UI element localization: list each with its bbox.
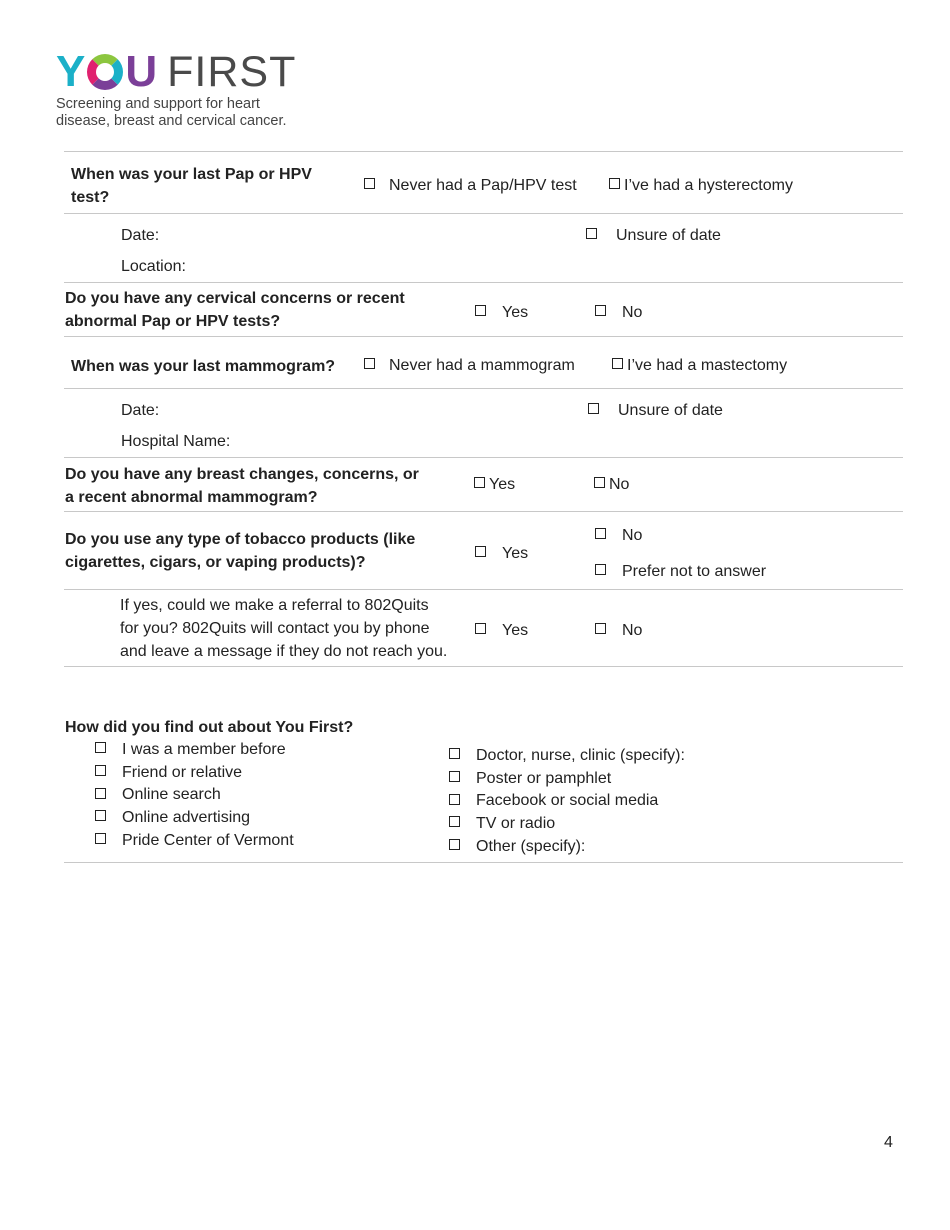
source-option-label: Facebook or social media xyxy=(476,792,659,810)
divider xyxy=(64,589,903,590)
pap-question xyxy=(71,163,312,209)
source-option[interactable] xyxy=(95,784,294,807)
pap-unsure-label: Unsure of date xyxy=(616,227,721,244)
divider xyxy=(64,511,903,512)
checkbox-square[interactable] xyxy=(475,305,486,316)
pap-question-line2: test? xyxy=(71,189,110,206)
mammogram-mastectomy-label: I’ve had a mastectomy xyxy=(627,357,788,374)
breast-yes-checkbox[interactable] xyxy=(474,474,515,496)
checkbox-square[interactable] xyxy=(95,810,106,821)
checkbox-square[interactable] xyxy=(364,358,375,369)
source-option-label: Online search xyxy=(122,786,221,804)
tobacco-yes-checkbox[interactable] xyxy=(475,543,528,565)
divider xyxy=(64,862,903,863)
cervical-yes-checkbox[interactable] xyxy=(475,302,528,324)
divider xyxy=(64,388,903,389)
tobacco-no-checkbox[interactable] xyxy=(595,525,642,547)
logo-letter-o-ring xyxy=(87,54,123,90)
referral-line1: If yes, could we make a referral to 802Quits xyxy=(120,597,429,614)
source-option-label: Online advertising xyxy=(122,809,251,827)
source-option-label: I was a member before xyxy=(122,741,286,758)
logo-tagline-line2: disease, breast and cervical cancer. xyxy=(56,113,287,129)
checkbox-square[interactable] xyxy=(449,748,460,759)
logo-you xyxy=(56,47,158,96)
checkbox-square[interactable] xyxy=(595,623,606,634)
cervical-question-line2: abnormal Pap or HPV tests? xyxy=(65,313,281,330)
source-option-label: TV or radio xyxy=(476,815,556,833)
pap-never-checkbox[interactable] xyxy=(364,175,577,197)
source-option[interactable] xyxy=(95,762,294,785)
source-option-label: Other (specify): xyxy=(476,837,586,855)
source-option[interactable] xyxy=(95,739,294,762)
checkbox-square[interactable] xyxy=(474,477,485,488)
logo-first: FIRST xyxy=(167,48,297,96)
divider xyxy=(64,213,903,214)
mammogram-never-label: Never had a mammogram xyxy=(389,357,575,374)
checkbox-square[interactable] xyxy=(449,816,460,827)
checkbox-square[interactable] xyxy=(95,833,106,844)
breast-no-label: No xyxy=(609,476,630,493)
pap-location-label: Location: xyxy=(121,258,186,275)
tobacco-question-line1: Do you use any type of tobacco products (like xyxy=(65,531,416,548)
logo-tagline-line1: Screening and support for heart xyxy=(56,96,260,112)
cervical-no-label: No xyxy=(622,304,643,321)
divider xyxy=(64,151,903,152)
logo-letter-y: Y xyxy=(56,47,86,96)
referral-no-checkbox[interactable] xyxy=(595,620,642,642)
logo-tagline xyxy=(56,96,296,130)
checkbox-square[interactable] xyxy=(449,839,460,850)
checkbox-square[interactable] xyxy=(586,228,597,239)
checkbox-square[interactable] xyxy=(364,178,375,189)
cervical-no-checkbox[interactable] xyxy=(595,302,642,324)
checkbox-square[interactable] xyxy=(449,794,460,805)
source-option-label: Friend or relative xyxy=(122,763,243,781)
divider xyxy=(64,457,903,458)
checkbox-square[interactable] xyxy=(95,765,106,776)
checkbox-square[interactable] xyxy=(475,623,486,634)
source-option-label: Doctor, nurse, clinic (specify): xyxy=(476,747,685,764)
breast-no-checkbox[interactable] xyxy=(594,474,629,496)
mammogram-unsure-label: Unsure of date xyxy=(618,402,723,419)
breast-question-line2: a recent abnormal mammogram? xyxy=(65,489,318,506)
source-option[interactable] xyxy=(449,745,685,768)
divider xyxy=(64,336,903,337)
pap-hysterectomy-label: I’ve had a hysterectomy xyxy=(624,177,793,194)
referral-question xyxy=(120,594,447,663)
checkbox-square[interactable] xyxy=(588,403,599,414)
checkbox-square[interactable] xyxy=(595,528,606,539)
breast-question xyxy=(65,463,419,509)
mammogram-never-checkbox[interactable] xyxy=(364,355,575,377)
mammogram-mastectomy-checkbox[interactable] xyxy=(612,355,787,377)
mammogram-question: When was your last mammogram? xyxy=(71,358,336,375)
source-option[interactable] xyxy=(449,768,685,791)
tobacco-question-line2: cigarettes, cigars, or vaping products)? xyxy=(65,554,366,571)
divider xyxy=(64,666,903,667)
tobacco-prefer-not-checkbox[interactable] xyxy=(595,561,766,583)
pap-question-line1: When was your last Pap or HPV xyxy=(71,166,312,183)
referral-no-label: No xyxy=(622,622,643,639)
referral-yes-checkbox[interactable] xyxy=(475,620,528,642)
source-option[interactable] xyxy=(95,807,294,830)
referral-yes-label: Yes xyxy=(502,622,529,639)
source-option[interactable] xyxy=(95,830,294,853)
source-right-list xyxy=(449,745,685,859)
checkbox-square[interactable] xyxy=(475,546,486,557)
source-option[interactable] xyxy=(449,836,685,859)
source-option-label: Pride Center of Vermont xyxy=(122,831,294,849)
mammogram-hospital-label: Hospital Name: xyxy=(121,433,231,450)
logo-letter-u: U xyxy=(125,47,158,96)
tobacco-no-label: No xyxy=(622,527,643,544)
tobacco-prefer-not-label: Prefer not to answer xyxy=(622,563,767,580)
source-left-list xyxy=(95,739,294,853)
cervical-yes-label: Yes xyxy=(502,304,529,321)
page-number: 4 xyxy=(884,1134,893,1151)
source-question: How did you find out about You First? xyxy=(65,719,354,736)
breast-yes-label: Yes xyxy=(489,476,516,493)
source-option[interactable] xyxy=(449,790,685,813)
pap-unsure-checkbox[interactable] xyxy=(586,225,721,247)
mammogram-date-label: Date: xyxy=(121,402,160,419)
pap-never-label: Never had a Pap/HPV test xyxy=(389,177,577,194)
tobacco-question xyxy=(65,528,415,574)
source-option-label: Poster or pamphlet xyxy=(476,769,612,787)
cervical-question-line1: Do you have any cervical concerns or recent xyxy=(65,290,405,307)
checkbox-square[interactable] xyxy=(449,771,460,782)
pap-hysterectomy-checkbox[interactable] xyxy=(609,175,793,197)
checkbox-square[interactable] xyxy=(594,477,605,488)
referral-line2: for you? 802Quits will contact you by phone xyxy=(120,620,430,637)
source-option[interactable] xyxy=(449,813,685,836)
tobacco-yes-label: Yes xyxy=(502,545,529,562)
checkbox-square[interactable] xyxy=(612,358,623,369)
divider xyxy=(64,282,903,283)
mammogram-unsure-checkbox[interactable] xyxy=(588,400,723,422)
checkbox-square[interactable] xyxy=(595,564,606,575)
breast-question-line1: Do you have any breast changes, concerns, or xyxy=(65,466,419,483)
you-first-logo xyxy=(56,47,297,130)
checkbox-square[interactable] xyxy=(595,305,606,316)
checkbox-square[interactable] xyxy=(95,788,106,799)
cervical-question xyxy=(65,287,405,333)
pap-date-label: Date: xyxy=(121,227,160,244)
checkbox-square[interactable] xyxy=(95,742,106,753)
checkbox-square[interactable] xyxy=(609,178,620,189)
referral-line3: and leave a message if they do not reach you. xyxy=(120,643,448,660)
